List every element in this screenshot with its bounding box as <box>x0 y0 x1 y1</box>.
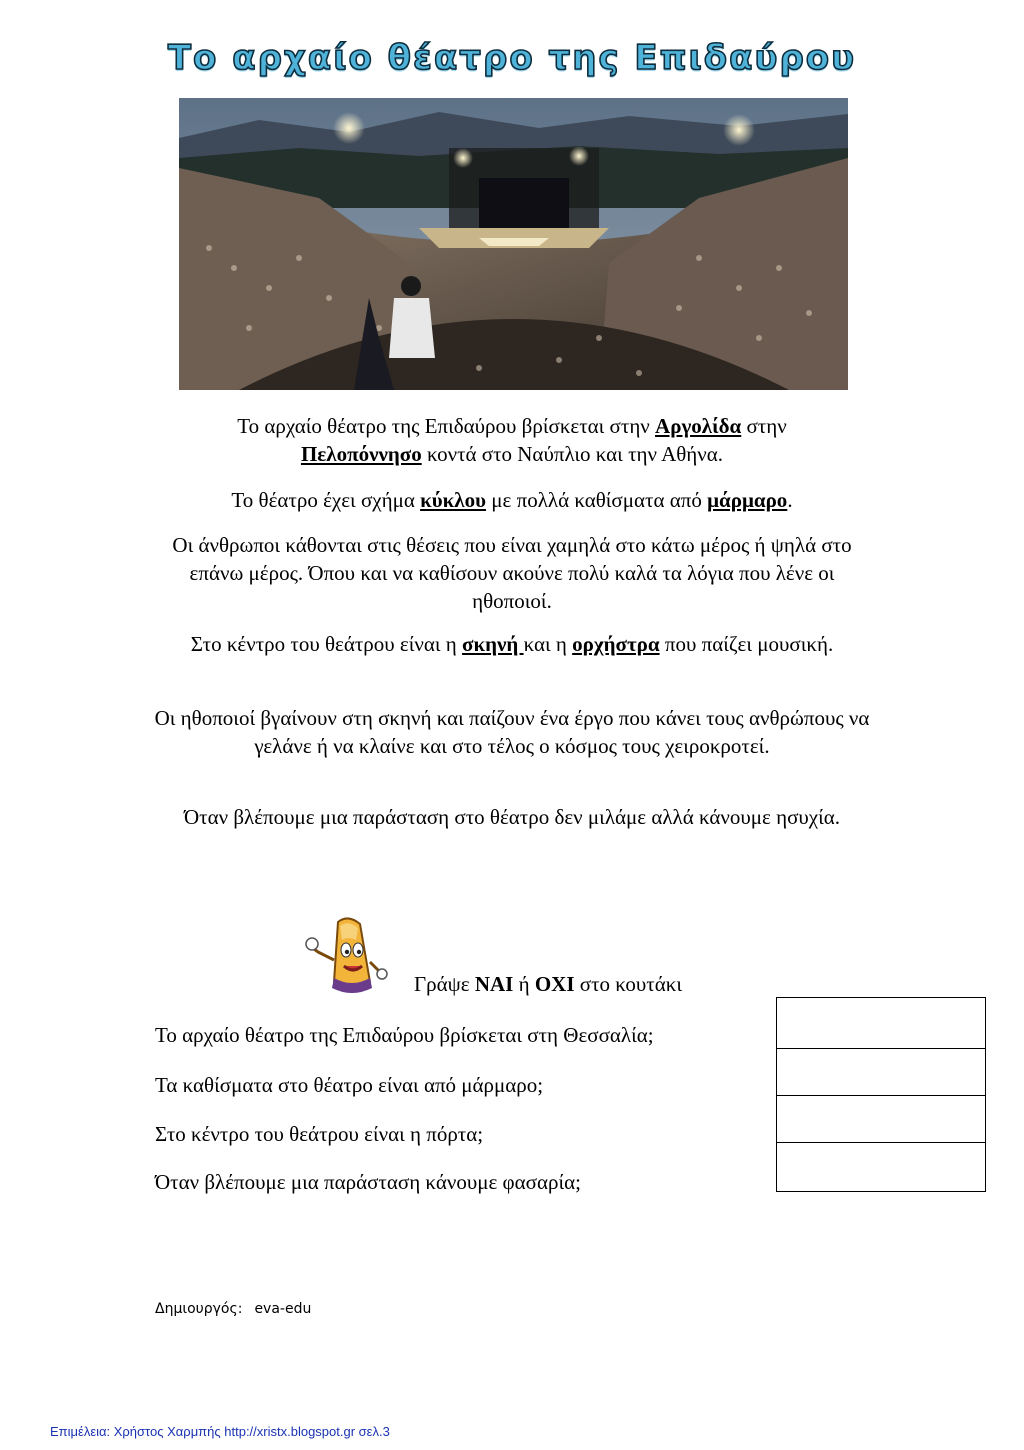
keyword-peloponnisos: Πελοπόννησο <box>300 442 422 466</box>
creator-name: eva-edu <box>254 1301 312 1317</box>
text: στο κουτάκι <box>574 972 682 996</box>
answer-boxes <box>776 997 986 1192</box>
keyword-orchistra: ορχήστρα <box>572 632 660 656</box>
keyword-marmaro: μάρμαρο <box>707 488 788 512</box>
text: και η <box>523 632 573 656</box>
keyword-kyklou: κύκλου <box>420 488 487 512</box>
text: ή <box>513 972 535 996</box>
creator-label: Δημιουργός: <box>155 1301 243 1317</box>
question-1: Το αρχαίο θέατρο της Επιδαύρου βρίσκεται στη Θεσσαλία; <box>155 1023 654 1047</box>
text: με πολλά καθίσματα από <box>486 488 708 512</box>
text: Το αρχαίο θέατρο της Επιδαύρου βρίσκεται στην <box>237 414 656 438</box>
paragraph-actors: Οι ηθοποιοί βγαίνουν στη σκηνή και παίζουν ένα έργο που κάνει τους ανθρώπους να γελάνε ή να κλαίνε και στο τέλος ο κόσμος τους χειροκροτεί. <box>154 706 870 758</box>
keyword-argolida: Αργολίδα <box>655 414 742 438</box>
paragraph-seats: Οι άνθρωποι κάθονται στις θέσεις που είναι χαμηλά στο κάτω μέρος ή ψηλά στο επάνω μέρος. Όπου και να καθίσουν ακούνε πολύ καλά τα λόγια που λένε οι ηθοποιοί. <box>172 533 852 613</box>
page-title: Το αρχαίο θέατρο της Επιδαύρου <box>167 38 857 78</box>
page-footer: Επιμέλεια: Χρήστος Χαρμπής http://xristx.blogspot.gr σελ.3 <box>50 1424 390 1439</box>
question-3: Στο κέντρο του θεάτρου είναι η πόρτα; <box>155 1122 484 1146</box>
answer-box-1[interactable] <box>777 998 985 1049</box>
exercise-prompt <box>414 970 682 998</box>
answer-box-2[interactable] <box>777 1049 985 1096</box>
question-4: Όταν βλέπουμε μια παράσταση κάνουμε φασαρία; <box>155 1170 581 1194</box>
paragraph-location <box>150 412 874 468</box>
pencil-mascot-icon <box>300 912 390 1002</box>
question-2: Τα καθίσματα στο θέατρο είναι από μάρμαρο; <box>155 1073 544 1097</box>
text: . <box>787 488 793 512</box>
keyword-skini: σκηνή <box>462 632 524 656</box>
no-word: ΟΧΙ <box>534 972 575 996</box>
paragraph-center <box>150 630 874 658</box>
paragraph-shape <box>150 486 874 514</box>
text: που παίζει μουσική. <box>659 632 834 656</box>
theater-photo <box>179 98 848 390</box>
answer-box-3[interactable] <box>777 1096 985 1143</box>
text: Το θέατρο έχει σχήμα <box>231 488 421 512</box>
text: Γράψε <box>414 972 475 996</box>
text: κοντά στο Ναύπλιο και την Αθήνα. <box>421 442 724 466</box>
theater-photo-image <box>179 98 848 390</box>
answer-box-4[interactable] <box>777 1143 985 1191</box>
creator-line <box>155 1301 311 1317</box>
text: στην <box>741 414 787 438</box>
yes-word: ΝΑΙ <box>474 972 514 996</box>
text: Στο κέντρο του θεάτρου είναι η <box>190 632 463 656</box>
paragraph-silence: Όταν βλέπουμε μια παράσταση στο θέατρο δεν μιλάμε αλλά κάνουμε ησυχία. <box>183 805 841 829</box>
